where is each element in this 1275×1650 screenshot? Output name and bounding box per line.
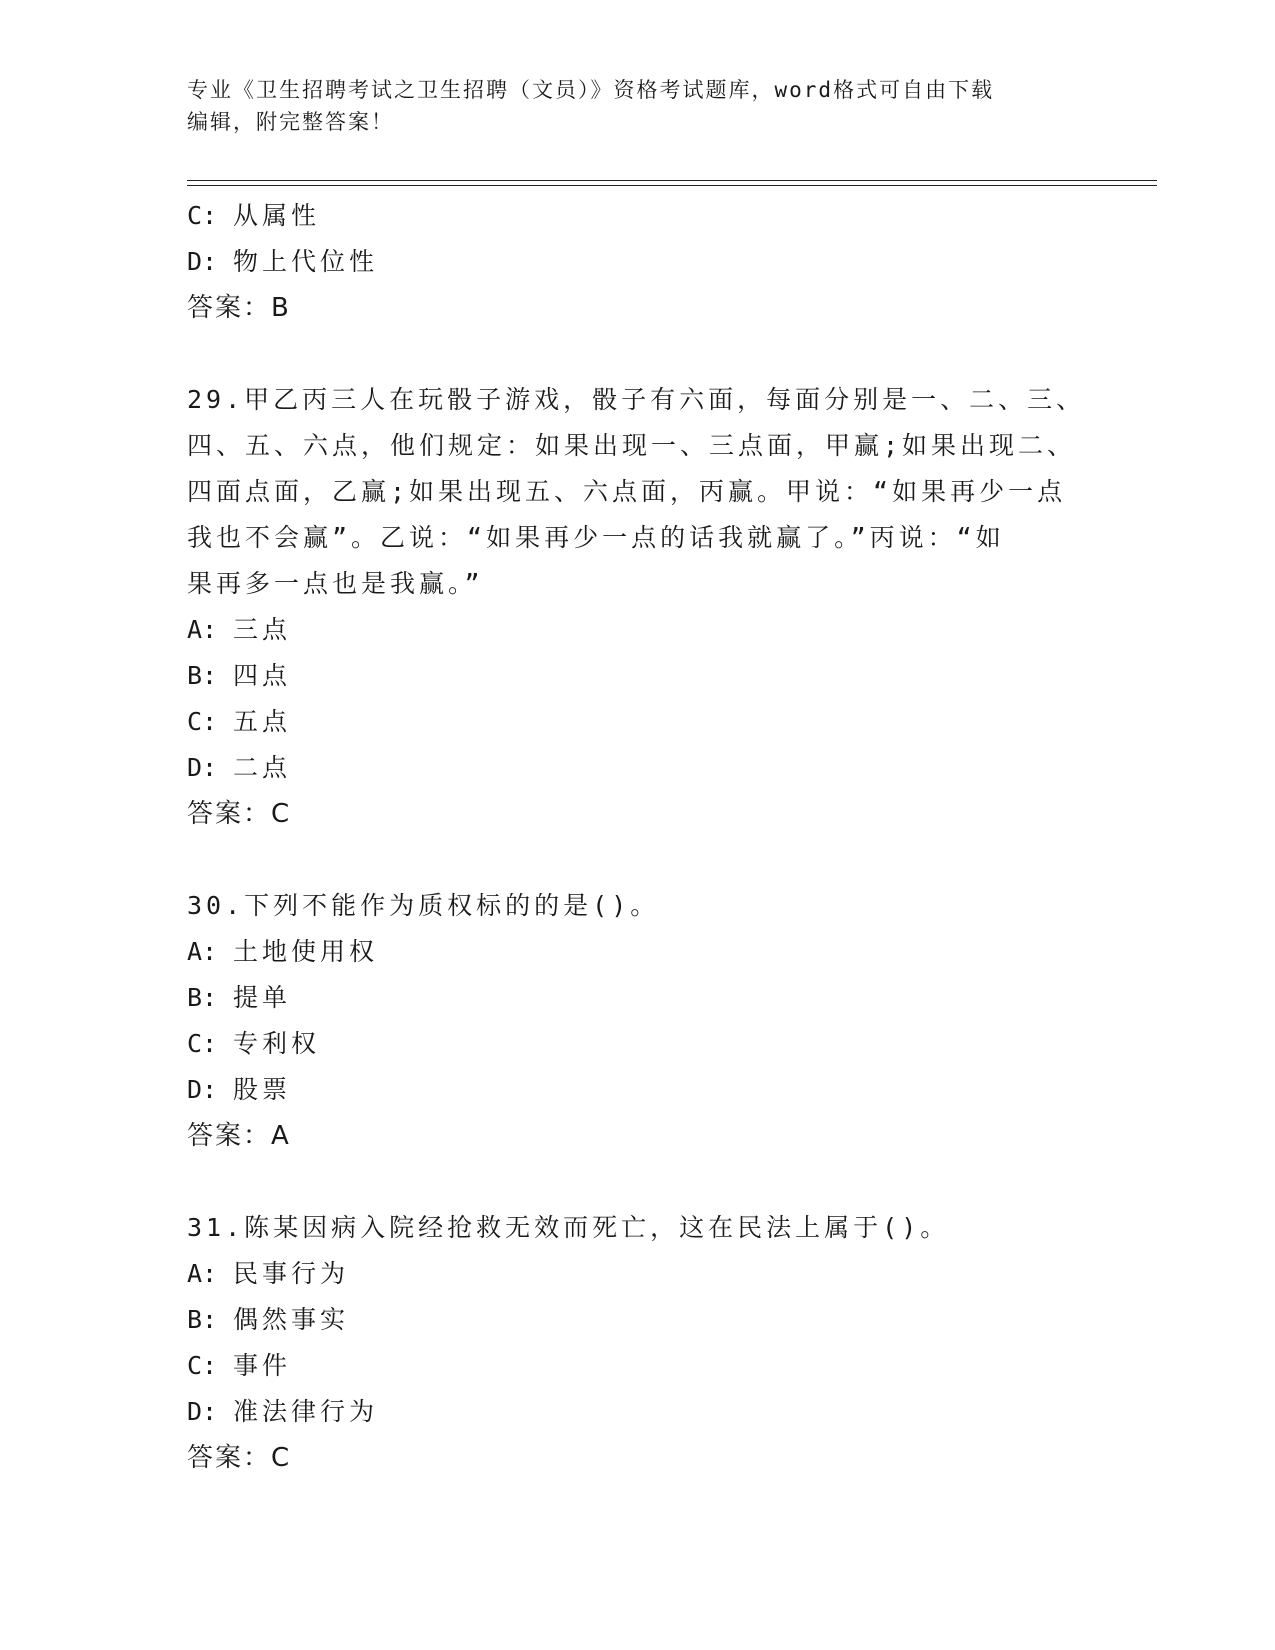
option-key: C: — [187, 1351, 218, 1380]
stem-line: 四、五、六点，他们规定：如果出现一、三点面，甲赢;如果出现二、 — [187, 431, 1077, 460]
header-line-1: 专业《卫生招聘考试之卫生招聘（文员）》资格考试题库，word格式可自由下载 — [187, 78, 995, 102]
stem-line: 31.陈某因病入院经抢救无效而死亡，这在民法上属于()。 — [187, 1213, 950, 1242]
option-text: 专利权 — [233, 1029, 321, 1058]
stem-line: 我也不会赢”。乙说：“如果再少一点的话我就赢了。”丙说：“如 — [187, 523, 1005, 552]
option-row — [187, 745, 1087, 791]
stem-line: 30.下列不能作为质权标的的是()。 — [187, 891, 660, 920]
option-row — [187, 653, 1087, 699]
option-text: 三点 — [233, 615, 292, 644]
question-31 — [187, 1205, 1087, 1481]
option-key: A: — [187, 937, 218, 966]
option-text: 从属性 — [233, 201, 321, 230]
header-divider-bottom — [187, 185, 1157, 186]
spacer — [187, 837, 1087, 883]
option-key: B: — [187, 1305, 218, 1334]
option-key: B: — [187, 983, 218, 1012]
option-key: C: — [187, 201, 218, 230]
option-text: 五点 — [233, 707, 292, 736]
question-stem — [187, 883, 1087, 929]
option-key: D: — [187, 1075, 218, 1104]
option-row — [187, 193, 1087, 239]
option-text: 土地使用权 — [233, 937, 379, 966]
option-row — [187, 1021, 1087, 1067]
option-text: 股票 — [233, 1075, 292, 1104]
option-key: D: — [187, 753, 218, 782]
question-30 — [187, 883, 1087, 1159]
option-row — [187, 607, 1087, 653]
header-line-2: 编辑，附完整答案！ — [187, 110, 394, 134]
answer-line: 答案：C — [187, 799, 292, 829]
option-row — [187, 1251, 1087, 1297]
header-divider-top — [187, 180, 1157, 181]
option-key: D: — [187, 247, 218, 276]
option-row — [187, 1343, 1087, 1389]
option-row — [187, 699, 1087, 745]
option-text: 二点 — [233, 753, 292, 782]
stem-line: 29.甲乙丙三人在玩骰子游戏，骰子有六面，每面分别是一、二、三、 — [187, 385, 1086, 414]
option-text: 四点 — [233, 661, 292, 690]
question-list — [187, 193, 1087, 1481]
option-text: 民事行为 — [233, 1259, 350, 1288]
answer-line: 答案：B — [187, 293, 291, 323]
option-key: A: — [187, 1259, 218, 1288]
option-text: 偶然事实 — [233, 1305, 350, 1334]
stem-line: 果再多一点也是我赢。” — [187, 569, 484, 598]
question-stem — [187, 377, 1087, 607]
option-row — [187, 239, 1087, 285]
answer-line: 答案：A — [187, 1121, 291, 1151]
option-text: 准法律行为 — [233, 1397, 379, 1426]
document-header — [187, 74, 1087, 138]
option-text: 提单 — [233, 983, 292, 1012]
question-stem — [187, 1205, 1087, 1251]
option-key: D: — [187, 1397, 218, 1426]
answer-line: 答案：C — [187, 1443, 292, 1473]
option-row — [187, 1389, 1087, 1435]
stem-line: 四面点面，乙赢;如果出现五、六点面，丙赢。甲说：“如果再少一点 — [187, 477, 1067, 506]
option-key: C: — [187, 1029, 218, 1058]
option-key: A: — [187, 615, 218, 644]
option-row — [187, 1067, 1087, 1113]
spacer — [187, 331, 1087, 377]
option-key: C: — [187, 707, 218, 736]
option-row — [187, 929, 1087, 975]
question-29 — [187, 377, 1087, 837]
option-text: 物上代位性 — [233, 247, 379, 276]
option-row — [187, 975, 1087, 1021]
option-key: B: — [187, 661, 218, 690]
option-row — [187, 1297, 1087, 1343]
continued-question — [187, 193, 1087, 331]
spacer — [187, 1159, 1087, 1205]
option-text: 事件 — [233, 1351, 292, 1380]
